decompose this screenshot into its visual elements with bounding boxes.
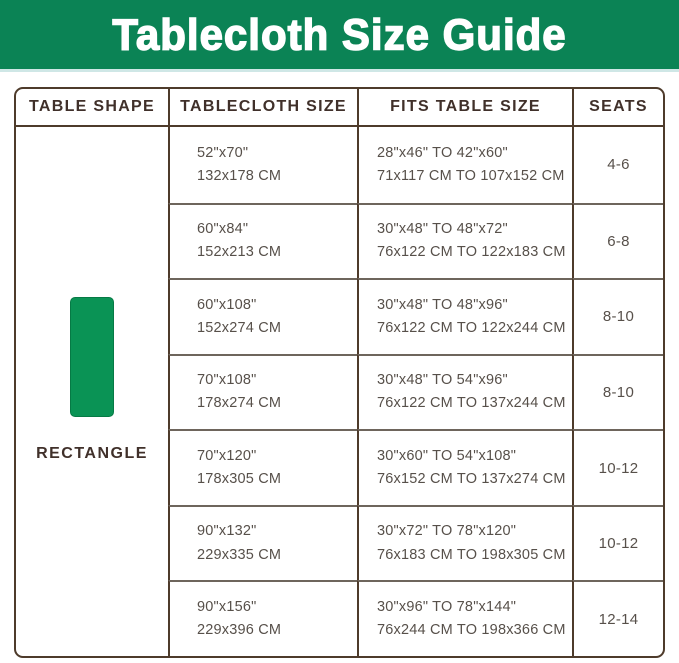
tablecloth-size-cell [168, 203, 357, 279]
size-cm: 132x178 CM [197, 167, 282, 184]
column-header-tablecloth-size: TABLECLOTH SIZE [168, 89, 357, 127]
size-inches: 90"x132" [197, 523, 257, 540]
size-inches: 52"x70" [197, 144, 249, 161]
column-header-table-shape: TABLE SHAPE [16, 89, 168, 127]
fits-table-size-cell [357, 580, 572, 656]
fits-table-size-cell [357, 505, 572, 581]
seats-cell: 8-10 [572, 278, 663, 354]
size-cm: 229x396 CM [197, 622, 282, 639]
seats-cell: 12-14 [572, 580, 663, 656]
fits-inches: 30"x96" TO 78"x144" [377, 599, 517, 616]
shape-label: RECTANGLE [36, 445, 148, 463]
size-cm: 178x274 CM [197, 395, 282, 412]
seats-cell: 10-12 [572, 429, 663, 505]
size-inches: 90"x156" [197, 599, 257, 616]
page-title: Tablecloth Size Guide [112, 9, 567, 59]
size-inches: 70"x108" [197, 372, 257, 389]
fits-cm: 71x117 CM TO 107x152 CM [377, 167, 565, 184]
tablecloth-size-cell [168, 429, 357, 505]
fits-cm: 76x152 CM TO 137x274 CM [377, 471, 566, 488]
fits-cm: 76x183 CM TO 198x305 CM [377, 546, 566, 563]
fits-cm: 76x122 CM TO 137x244 CM [377, 395, 566, 412]
seats-cell: 6-8 [572, 203, 663, 279]
column-header-fits-table-size: FITS TABLE SIZE [357, 89, 572, 127]
seats-cell: 4-6 [572, 127, 663, 203]
fits-table-size-cell [357, 429, 572, 505]
fits-table-size-cell [357, 127, 572, 203]
tablecloth-size-cell [168, 278, 357, 354]
tablecloth-size-cell [168, 580, 357, 656]
column-header-seats: SEATS [572, 89, 663, 127]
tablecloth-size-cell [168, 127, 357, 203]
fits-table-size-cell [357, 354, 572, 430]
fits-inches: 30"x48" TO 48"x72" [377, 221, 508, 238]
fits-cm: 76x122 CM TO 122x183 CM [377, 244, 566, 261]
fits-inches: 30"x48" TO 48"x96" [377, 296, 508, 313]
size-inches: 70"x120" [197, 447, 257, 464]
tablecloth-size-cell [168, 354, 357, 430]
fits-cm: 76x244 CM TO 198x366 CM [377, 622, 566, 639]
fits-table-size-cell [357, 278, 572, 354]
rectangle-shape-icon [70, 297, 114, 417]
size-inches: 60"x108" [197, 296, 257, 313]
table-shape-cell [16, 127, 168, 656]
tablecloth-size-cell [168, 505, 357, 581]
title-banner [0, 0, 679, 72]
fits-inches: 28"x46" TO 42"x60" [377, 144, 508, 161]
fits-table-size-cell [357, 203, 572, 279]
size-guide-table [14, 87, 665, 658]
fits-inches: 30"x72" TO 78"x120" [377, 523, 517, 540]
seats-cell: 10-12 [572, 505, 663, 581]
size-cm: 229x335 CM [197, 546, 282, 563]
fits-cm: 76x122 CM TO 122x244 CM [377, 319, 566, 336]
size-cm: 152x274 CM [197, 319, 282, 336]
seats-cell: 8-10 [572, 354, 663, 430]
fits-inches: 30"x48" TO 54"x96" [377, 372, 508, 389]
size-cm: 178x305 CM [197, 471, 282, 488]
fits-inches: 30"x60" TO 54"x108" [377, 447, 517, 464]
size-cm: 152x213 CM [197, 244, 282, 261]
size-inches: 60"x84" [197, 221, 249, 238]
